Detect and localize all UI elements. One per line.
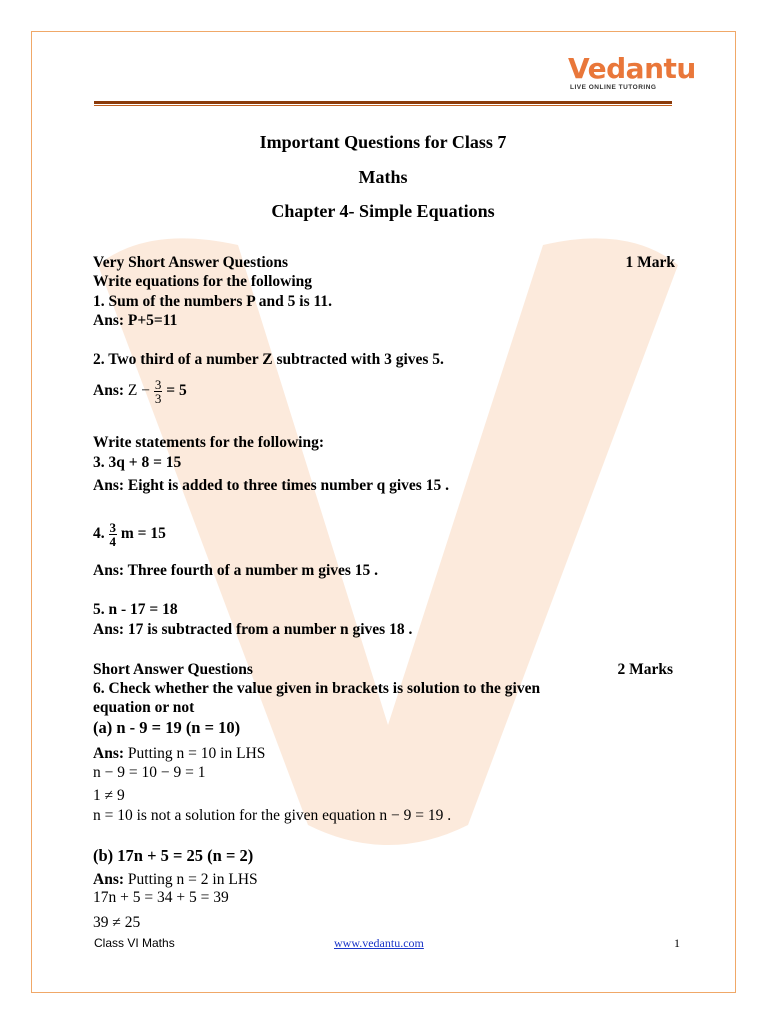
answer-2 [93,378,683,405]
header-rule-thin [94,105,672,106]
answer-6b-step-1: 17n + 5 = 34 + 5 = 39 [93,889,229,906]
footer-class-label: Class VI Maths [94,936,175,950]
question-4-number: 4. [93,525,105,543]
section-vsa-title: Very Short Answer Questions [93,254,289,271]
answer-6a-step-1: n − 9 = 10 − 9 = 1 [93,764,206,781]
doc-subject: Maths [358,167,408,187]
answer-1: Ans: P+5=11 [93,312,178,329]
question-4 [93,521,683,548]
answer-6a-text: Putting n = 10 in LHS [127,745,266,762]
footer-website-link[interactable]: www.vedantu.com [334,936,424,950]
question-2: 2. Two third of a number Z subtracted with 3 gives 5. [93,351,444,368]
answer-3: Ans: Eight is added to three times number q gives 15 . [93,477,449,494]
answer-6b-step-2: 39 ≠ 25 [93,914,141,931]
question-6a: (a) n - 9 = 19 (n = 10) [93,718,241,737]
question-1: 1. Sum of the numbers P and 5 is 11. [93,293,333,310]
footer-page-number: 1 [674,936,680,950]
question-4-fraction [109,521,118,548]
vedantu-logo[interactable] [568,52,696,94]
answer-2-label: Ans: [93,382,125,400]
header-rule [94,101,672,104]
instruction-equations: Write equations for the following [93,273,313,290]
question-4-numerator: 3 [109,520,116,535]
answer-6b-label: Ans: [93,871,125,888]
question-4-rest: m = 15 [120,525,166,543]
instruction-statements: Write statements for the following: [93,434,325,451]
logo-tagline: LIVE ONLINE TUTORING [570,84,657,91]
answer-2-lhs: Z − [127,382,150,400]
section-heading-vsa [93,253,675,272]
section-heading-sa [93,660,673,679]
doc-title: Important Questions for Class 7 [259,132,507,152]
answer-6a-step-2: 1 ≠ 9 [93,787,125,804]
answer-6a-label: Ans: [93,745,125,762]
answer-2-rhs: = 5 [166,382,187,400]
answer-2-denominator: 3 [154,391,162,406]
section-sa-title: Short Answer Questions [93,661,253,678]
doc-chapter: Chapter 4- Simple Equations [271,201,495,221]
section-vsa-marks: 1 Mark [625,254,675,271]
question-6b: (b) 17n + 5 = 25 (n = 2) [93,846,254,865]
question-6-line-1: 6. Check whether the value given in brackets is solution to the given [93,680,541,697]
answer-6b [93,870,683,889]
section-sa-marks: 2 Marks [617,661,673,678]
answer-2-fraction [154,378,163,405]
answer-6a-conclusion: n = 10 is not a solution for the given equation n − 9 = 19 . [93,807,452,824]
answer-2-numerator: 3 [154,377,162,392]
answer-4: Ans: Three fourth of a number m gives 15 . [93,562,379,579]
answer-5: Ans: 17 is subtracted from a number n gives 18 . [93,621,413,638]
answer-6b-text: Putting n = 2 in LHS [127,871,258,888]
answer-6a [93,744,683,763]
question-5: 5. n - 17 = 18 [93,601,178,618]
question-6-line-2: equation or not [93,699,195,716]
question-3: 3. 3q + 8 = 15 [93,454,182,471]
logo-wordmark: Vedantu [568,52,696,85]
question-4-denominator: 4 [109,534,116,549]
